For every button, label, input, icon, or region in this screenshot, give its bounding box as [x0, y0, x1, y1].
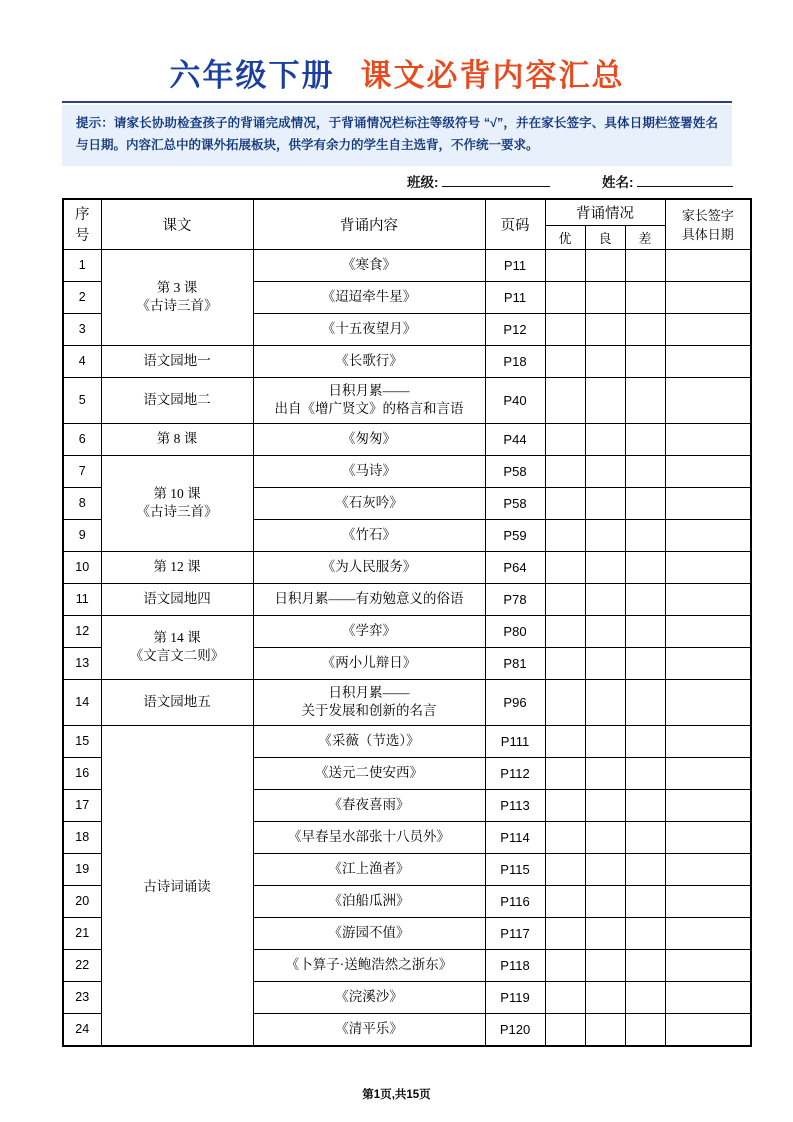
cell-status-good[interactable] — [545, 789, 585, 821]
cell-status-bad[interactable] — [625, 313, 665, 345]
row-page: P59 — [485, 519, 545, 551]
row-content — [253, 679, 485, 725]
cell-status-bad[interactable] — [625, 1013, 665, 1046]
cell-status-good[interactable] — [545, 853, 585, 885]
row-content: 《石灰吟》 — [253, 487, 485, 519]
cell-signature[interactable] — [665, 853, 751, 885]
table-header-row-1 — [63, 199, 751, 225]
lesson-line1: 第 3 课 — [156, 279, 198, 295]
row-page: P112 — [485, 757, 545, 789]
row-content: 《为人民服务》 — [253, 551, 485, 583]
cell-status-good[interactable] — [545, 487, 585, 519]
cell-status-ok[interactable] — [585, 1013, 625, 1046]
row-page: P115 — [485, 853, 545, 885]
row-page: P12 — [485, 313, 545, 345]
cell-status-bad[interactable] — [625, 487, 665, 519]
row-page: P119 — [485, 981, 545, 1013]
cell-status-good[interactable] — [545, 551, 585, 583]
content-line2: 关于发展和创新的名言 — [301, 703, 437, 718]
header-seq-line1: 序 — [75, 207, 90, 224]
header-seq — [63, 199, 101, 249]
cell-status-ok[interactable] — [585, 551, 625, 583]
header-status-ok: 良 — [585, 225, 625, 249]
cell-status-ok[interactable] — [585, 647, 625, 679]
cell-signature[interactable] — [665, 615, 751, 647]
row-content: 《马诗》 — [253, 455, 485, 487]
row-seq: 22 — [63, 949, 101, 981]
header-signature-line2: 具体日期 — [681, 227, 734, 243]
row-page: P78 — [485, 583, 545, 615]
row-content: 《送元二使安西》 — [253, 757, 485, 789]
table-row — [63, 725, 751, 757]
row-content — [253, 377, 485, 423]
row-seq: 20 — [63, 885, 101, 917]
cell-signature[interactable] — [665, 679, 751, 725]
cell-status-bad[interactable] — [625, 981, 665, 1013]
row-page: P44 — [485, 423, 545, 455]
cell-status-good[interactable] — [545, 423, 585, 455]
row-lesson: 语文园地五 — [101, 679, 253, 725]
row-content: 《两小儿辩日》 — [253, 647, 485, 679]
row-lesson: 第 8 课 — [101, 423, 253, 455]
class-field — [407, 171, 550, 191]
row-content: 《学弈》 — [253, 615, 485, 647]
cell-signature[interactable] — [665, 487, 751, 519]
table-row — [63, 551, 751, 583]
cell-status-good[interactable] — [545, 455, 585, 487]
row-page: P113 — [485, 789, 545, 821]
cell-status-bad[interactable] — [625, 583, 665, 615]
row-page: P11 — [485, 249, 545, 281]
row-seq: 14 — [63, 679, 101, 725]
cell-status-bad[interactable] — [625, 281, 665, 313]
row-content: 《春夜喜雨》 — [253, 789, 485, 821]
header-status: 背诵情况 — [545, 199, 665, 225]
name-field — [602, 171, 733, 191]
class-input-line[interactable] — [442, 173, 550, 187]
row-page: P120 — [485, 1013, 545, 1046]
cell-status-bad[interactable] — [625, 725, 665, 757]
row-page: P117 — [485, 917, 545, 949]
table-row — [63, 377, 751, 423]
row-content: 《江上渔者》 — [253, 853, 485, 885]
page-footer: 第1页,共15页 — [362, 1089, 431, 1101]
row-seq: 17 — [63, 789, 101, 821]
row-seq: 19 — [63, 853, 101, 885]
table-row — [63, 423, 751, 455]
cell-status-ok[interactable] — [585, 281, 625, 313]
cell-status-ok[interactable] — [585, 377, 625, 423]
cell-status-good[interactable] — [545, 583, 585, 615]
cell-status-ok[interactable] — [585, 455, 625, 487]
cell-status-good[interactable] — [545, 281, 585, 313]
row-seq: 6 — [63, 423, 101, 455]
table-body — [63, 249, 751, 1046]
row-content: 《浣溪沙》 — [253, 981, 485, 1013]
cell-status-ok[interactable] — [585, 981, 625, 1013]
cell-signature[interactable] — [665, 917, 751, 949]
row-content: 《迢迢牵牛星》 — [253, 281, 485, 313]
cell-status-ok[interactable] — [585, 583, 625, 615]
cell-status-ok[interactable] — [585, 917, 625, 949]
row-seq: 9 — [63, 519, 101, 551]
cell-status-ok[interactable] — [585, 789, 625, 821]
row-seq: 7 — [63, 455, 101, 487]
cell-status-good[interactable] — [545, 917, 585, 949]
row-page: P58 — [485, 455, 545, 487]
lesson-line2: 《古诗三首》 — [136, 298, 218, 313]
row-content: 《游园不值》 — [253, 917, 485, 949]
row-content: 《早春呈水部张十八员外》 — [253, 821, 485, 853]
row-lesson: 语文园地四 — [101, 583, 253, 615]
cell-signature[interactable] — [665, 1013, 751, 1046]
cell-status-ok[interactable] — [585, 949, 625, 981]
cell-status-bad[interactable] — [625, 789, 665, 821]
cell-signature[interactable] — [665, 647, 751, 679]
row-page: P18 — [485, 345, 545, 377]
row-seq: 8 — [63, 487, 101, 519]
row-page: P116 — [485, 885, 545, 917]
cell-signature[interactable] — [665, 949, 751, 981]
row-seq: 4 — [63, 345, 101, 377]
row-page: P111 — [485, 725, 545, 757]
row-content: 《卜算子·送鲍浩然之浙东》 — [253, 949, 485, 981]
cell-status-ok[interactable] — [585, 679, 625, 725]
cell-signature[interactable] — [665, 885, 751, 917]
cell-signature[interactable] — [665, 377, 751, 423]
row-content: 《竹石》 — [253, 519, 485, 551]
row-seq: 24 — [63, 1013, 101, 1046]
content-line2: 出自《增广贤文》的格言和言语 — [274, 401, 464, 416]
row-seq: 3 — [63, 313, 101, 345]
cell-signature[interactable] — [665, 757, 751, 789]
cell-status-ok[interactable] — [585, 885, 625, 917]
lesson-line2: 《古诗三首》 — [136, 504, 218, 519]
cell-status-bad[interactable] — [625, 345, 665, 377]
cell-status-ok[interactable] — [585, 345, 625, 377]
cell-status-ok[interactable] — [585, 757, 625, 789]
cell-status-ok[interactable] — [585, 249, 625, 281]
cell-status-good[interactable] — [545, 345, 585, 377]
row-lesson-merged — [101, 615, 253, 679]
cell-status-bad[interactable] — [625, 551, 665, 583]
cell-status-bad[interactable] — [625, 647, 665, 679]
row-seq: 12 — [63, 615, 101, 647]
table-row — [63, 583, 751, 615]
cell-status-bad[interactable] — [625, 949, 665, 981]
cell-status-bad[interactable] — [625, 757, 665, 789]
cell-status-good[interactable] — [545, 313, 585, 345]
table-row — [63, 615, 751, 647]
cell-status-bad[interactable] — [625, 853, 665, 885]
header-seq-line2: 号 — [75, 228, 90, 245]
cell-status-good[interactable] — [545, 647, 585, 679]
row-content: 《寒食》 — [253, 249, 485, 281]
table-row — [63, 249, 751, 281]
row-seq: 2 — [63, 281, 101, 313]
cell-status-ok[interactable] — [585, 313, 625, 345]
header-status-bad: 差 — [625, 225, 665, 249]
row-content: 《清平乐》 — [253, 1013, 485, 1046]
cell-status-good[interactable] — [545, 757, 585, 789]
cell-status-ok[interactable] — [585, 725, 625, 757]
row-seq: 10 — [63, 551, 101, 583]
student-fields — [62, 171, 732, 193]
row-page: P64 — [485, 551, 545, 583]
cell-status-bad[interactable] — [625, 615, 665, 647]
cell-signature[interactable] — [665, 455, 751, 487]
header-signature-line1: 家长签字 — [681, 208, 734, 224]
lesson-line1: 第 10 课 — [153, 485, 201, 501]
row-lesson: 语文园地二 — [101, 377, 253, 423]
cell-status-ok[interactable] — [585, 487, 625, 519]
row-page: P58 — [485, 487, 545, 519]
row-seq: 1 — [63, 249, 101, 281]
row-content: 日积月累——有劝勉意义的俗语 — [253, 583, 485, 615]
row-page: P80 — [485, 615, 545, 647]
cell-status-bad[interactable] — [625, 455, 665, 487]
row-page: P96 — [485, 679, 545, 725]
table-row — [63, 455, 751, 487]
header-status-good: 优 — [545, 225, 585, 249]
row-seq: 13 — [63, 647, 101, 679]
title-subject: 课文必背内容汇总 — [360, 58, 625, 93]
cell-signature[interactable] — [665, 519, 751, 551]
class-label: 班级: — [407, 175, 439, 190]
header-signature — [665, 199, 751, 249]
row-page: P40 — [485, 377, 545, 423]
row-lesson: 语文园地一 — [101, 345, 253, 377]
table-row — [63, 679, 751, 725]
cell-signature[interactable] — [665, 789, 751, 821]
cell-status-good[interactable] — [545, 377, 585, 423]
cell-status-bad[interactable] — [625, 519, 665, 551]
row-content: 《采薇（节选）》 — [253, 725, 485, 757]
row-seq: 21 — [63, 917, 101, 949]
table-row — [63, 345, 751, 377]
row-seq: 11 — [63, 583, 101, 615]
name-input-line[interactable] — [637, 173, 733, 187]
row-content: 《泊船瓜洲》 — [253, 885, 485, 917]
cell-signature[interactable] — [665, 981, 751, 1013]
cell-signature[interactable] — [665, 249, 751, 281]
content-line1: 日积月累—— — [328, 382, 410, 398]
cell-status-ok[interactable] — [585, 423, 625, 455]
row-seq: 5 — [63, 377, 101, 423]
cell-signature[interactable] — [665, 583, 751, 615]
cell-status-ok[interactable] — [585, 615, 625, 647]
row-page: P11 — [485, 281, 545, 313]
header-page: 页码 — [485, 199, 545, 249]
row-seq: 16 — [63, 757, 101, 789]
content-line1: 日积月累—— — [328, 684, 410, 700]
header-lesson: 课文 — [101, 199, 253, 249]
cell-signature[interactable] — [665, 423, 751, 455]
cell-signature[interactable] — [665, 821, 751, 853]
cell-signature[interactable] — [665, 551, 751, 583]
row-lesson: 第 12 课 — [101, 551, 253, 583]
lesson-line2: 《文言文二则》 — [129, 648, 225, 663]
cell-signature[interactable] — [665, 281, 751, 313]
row-seq: 23 — [63, 981, 101, 1013]
row-page: P114 — [485, 821, 545, 853]
cell-status-good[interactable] — [545, 615, 585, 647]
cell-status-good[interactable] — [545, 949, 585, 981]
cell-status-good[interactable] — [545, 885, 585, 917]
cell-status-ok[interactable] — [585, 853, 625, 885]
cell-status-bad[interactable] — [625, 679, 665, 725]
cell-status-good[interactable] — [545, 519, 585, 551]
row-seq: 18 — [63, 821, 101, 853]
cell-status-good[interactable] — [545, 725, 585, 757]
row-content: 《十五夜望月》 — [253, 313, 485, 345]
cell-signature[interactable] — [665, 345, 751, 377]
row-lesson-merged-poetry: 古诗词诵读 — [101, 725, 253, 1046]
row-page: P81 — [485, 647, 545, 679]
row-content: 《长歌行》 — [253, 345, 485, 377]
cell-status-bad[interactable] — [625, 821, 665, 853]
row-lesson-merged — [101, 249, 253, 345]
cell-status-good[interactable] — [545, 1013, 585, 1046]
cell-status-bad[interactable] — [625, 917, 665, 949]
cell-status-bad[interactable] — [625, 423, 665, 455]
cell-signature[interactable] — [665, 725, 751, 757]
name-label: 姓名: — [602, 175, 634, 190]
cell-status-ok[interactable] — [585, 519, 625, 551]
cell-status-bad[interactable] — [625, 377, 665, 423]
cell-status-good[interactable] — [545, 249, 585, 281]
cell-signature[interactable] — [665, 313, 751, 345]
title-grade: 六年级下册 — [169, 58, 335, 93]
notice-box: 提示：请家长协助检查孩子的背诵完成情况，于背诵情况栏标注等级符号 “√”，并在家长签字、具体日期栏签署姓名与日期。内容汇总中的课外拓展板块，供学有余力的学生自主选背，不作统一要求。 — [62, 105, 732, 166]
title-line — [62, 50, 732, 95]
cell-status-good[interactable] — [545, 981, 585, 1013]
page-title — [62, 50, 732, 103]
row-content: 《匆匆》 — [253, 423, 485, 455]
lesson-line1: 第 14 课 — [153, 629, 201, 645]
row-page: P118 — [485, 949, 545, 981]
header-content: 背诵内容 — [253, 199, 485, 249]
cell-status-bad[interactable] — [625, 885, 665, 917]
cell-status-good[interactable] — [545, 821, 585, 853]
cell-status-bad[interactable] — [625, 249, 665, 281]
row-seq: 15 — [63, 725, 101, 757]
cell-status-ok[interactable] — [585, 821, 625, 853]
recitation-table — [62, 198, 752, 1047]
row-lesson-merged — [101, 455, 253, 551]
cell-status-good[interactable] — [545, 679, 585, 725]
